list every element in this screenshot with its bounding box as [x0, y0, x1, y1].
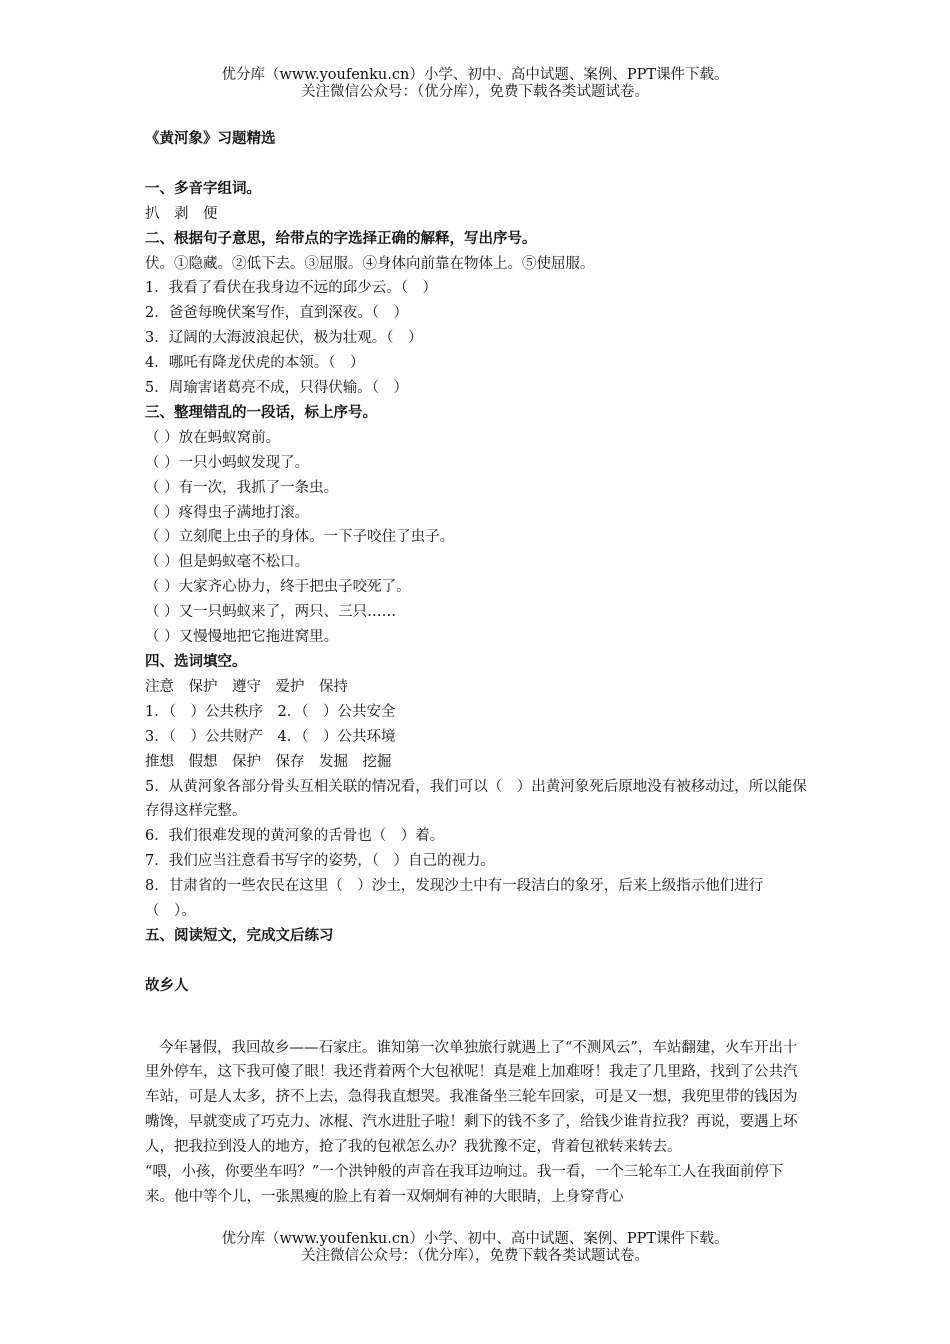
word-bank-1: 注意 保护 遵守 爱护 保持 [145, 678, 348, 695]
header-line-2: 关注微信公众号：（优分库），免费下载各类试题试卷。 [301, 84, 649, 100]
order-item: （ ）放在蚂蚁窝前。 [145, 429, 281, 446]
section-5-heading: 五、阅读短文，完成文后练习 [145, 926, 334, 944]
definitions: 伏。①隐藏。②低下去。③屈服。④身体向前靠在物体上。⑤使屈服。 [145, 255, 595, 272]
section-2-heading: 二、根据句子意思，给带点的字选择正确的解释，写出序号。 [145, 229, 537, 247]
order-item: （ ）但是蚂蚁毫不松口。 [145, 554, 310, 571]
section-4-heading: 四、选词填空。 [145, 653, 247, 671]
question-item: 5．周瑜害诸葛亮不成，只得伏输。（ ） [145, 380, 408, 397]
section-1-heading: 一、多音字组词。 [145, 179, 261, 197]
order-item: （ ）疼得虫子满地打滚。 [145, 504, 310, 521]
story-title: 故乡人 [145, 976, 189, 994]
fill-row: 1．（ ）公共秩序 2．（ ）公共安全 [145, 703, 396, 720]
order-item: （ ）立刻爬上虫子的身体。一下子咬住了虫子。 [145, 529, 455, 546]
section-3-heading: 三、整理错乱的一段话，标上序号。 [145, 403, 377, 421]
page-header [0, 67, 950, 101]
order-item: （ ）又一只蚂蚁来了，两只、三只…… [145, 604, 397, 621]
fill-question-7: 7．我们应当注意看书写字的姿势，（ ）自己的视力。 [145, 853, 495, 870]
order-item: （ ）大家齐心协力，终于把虫子咬死了。 [145, 579, 411, 596]
fill-question-5: 5．从黄河象各部分骨头互相关联的情况看，我们可以（ ）出黄河象死后原地没有被移动过，所以能保存得这样完整。 [145, 778, 807, 820]
word-bank-2: 推想 假想 保护 保存 发掘 挖掘 [145, 753, 392, 770]
polyphone-chars: 扒 剥 便 [145, 205, 218, 222]
fill-row: 3．（ ）公共财产 4．（ ）公共环境 [145, 728, 396, 745]
story-paragraph-1: 今年暑假，我回故乡——石家庄。谁知第一次单独旅行就遇上了“不测风云”，车站翻建，火车开出十里外停车，这下我可傻了眼！我还背着两个大包袱呢！真是难上加难呀！我走了几里路，找到了公共汽车站，可是人太多，挤不上去，急得我直想哭。我准备坐三轮车回家，可是又一想，我兜里带的钱因为嘴馋，早就变成了巧克力、冰棍、汽水进肚子啦！剩下的钱不多了，给钱少谁肯拉我？再说，要遇上坏人，把我拉到没人的地方，抢了我的包袱怎么办？我犹豫不定，背着包袱转来转去。 [145, 1039, 798, 1156]
document-title: 《黄河象》习题精选 [145, 130, 276, 147]
question-item: 4．哪吒有降龙伏虎的本领。（ ） [145, 355, 365, 372]
order-item: （ ）有一次，我抓了一条虫。 [145, 479, 339, 496]
question-item: 2．爸爸每晚伏案写作，直到深夜。（ ） [145, 305, 408, 322]
document-body [145, 127, 808, 1210]
order-item: （ ）一只小蚂蚁发现了。 [145, 454, 310, 471]
question-item: 1．我看了看伏在我身边不远的邱少云。（ ） [145, 280, 437, 297]
story-paragraph-2: “喂，小孩，你要坐车吗？”一个洪钟般的声音在我耳边响过。我一看，一个三轮车工人在我面前停下来。他中等个儿，一张黑瘦的脸上有着一双炯炯有神的大眼睛，上身穿背心 [145, 1164, 784, 1206]
footer-line-1: 优分库（www.youfenku.cn）小学、初中、高中试题、案例、PPT课件下载。 [221, 1231, 729, 1247]
footer-line-2: 关注微信公众号：（优分库），免费下载各类试题试卷。 [301, 1248, 649, 1264]
question-item: 3．辽阔的大海波浪起伏，极为壮观。（ ） [145, 330, 423, 347]
header-line-1: 优分库（www.youfenku.cn）小学、初中、高中试题、案例、PPT课件下载。 [221, 67, 729, 83]
page-footer [0, 1231, 950, 1265]
fill-question-6: 6．我们很难发现的黄河象的舌骨也（ ）着。 [145, 828, 445, 845]
order-item: （ ）又慢慢地把它拖进窝里。 [145, 629, 339, 646]
fill-question-8: 8．甘肃省的一些农民在这里（ ）沙土，发现沙土中有一段洁白的象牙，后来上级指示他们进行（ ）。 [145, 878, 764, 920]
